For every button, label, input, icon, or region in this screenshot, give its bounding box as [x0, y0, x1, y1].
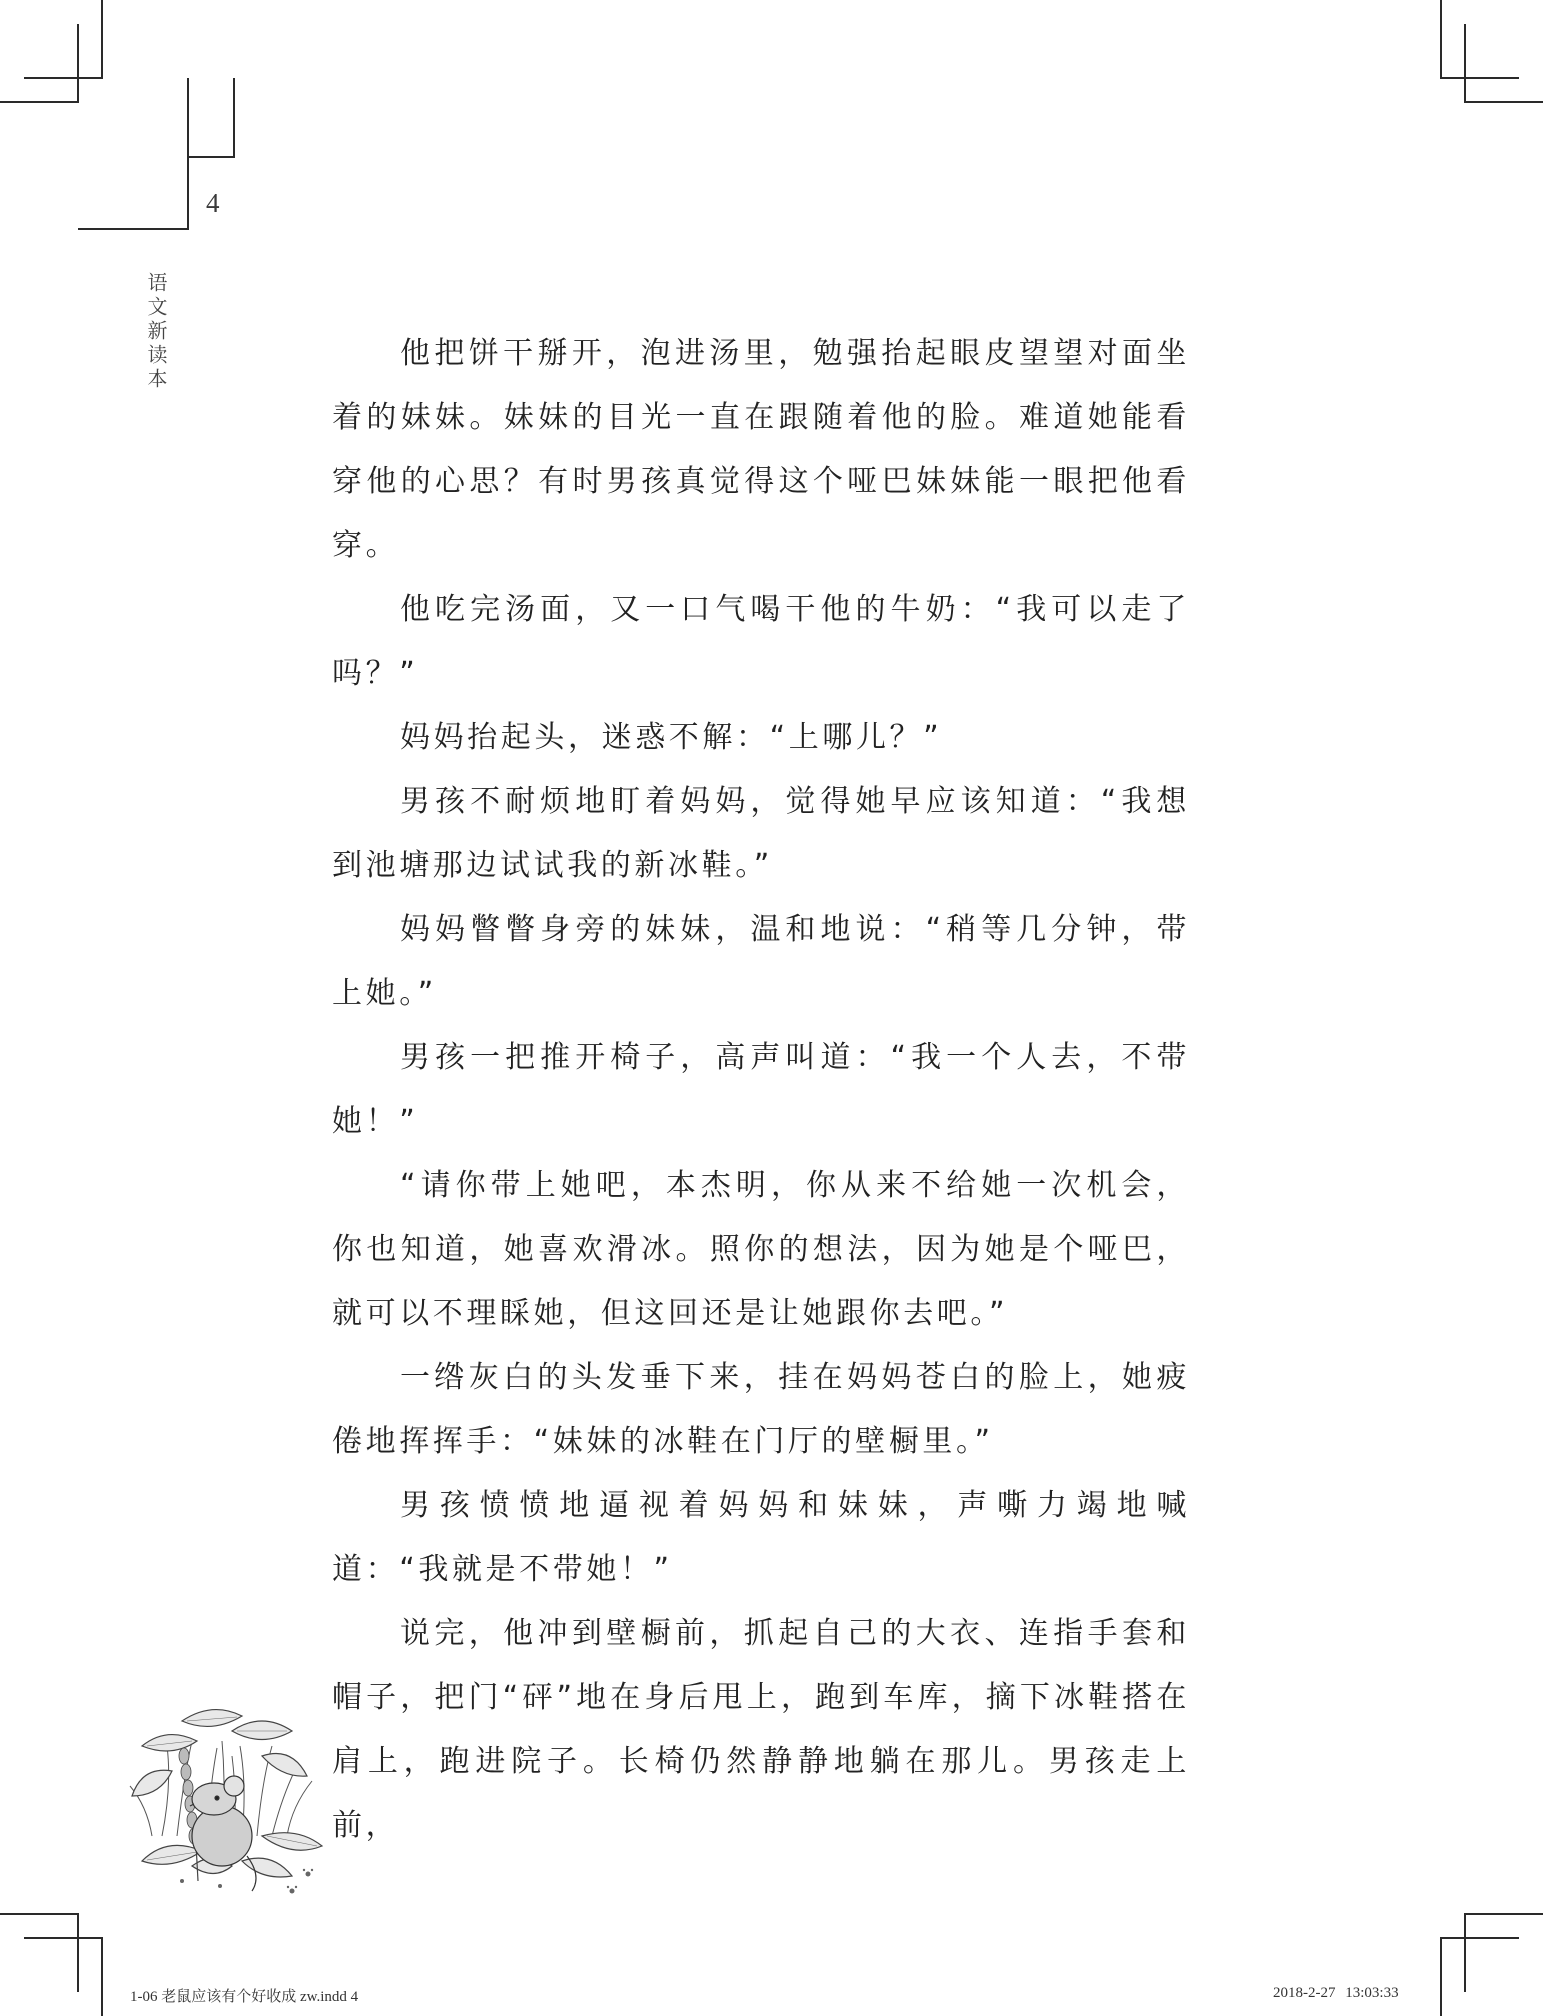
crop-mark: [24, 1937, 103, 1939]
crop-mark: [1464, 101, 1543, 103]
crop-mark: [1440, 77, 1519, 79]
corner-mark: [78, 228, 189, 230]
running-title: 语文新读本: [144, 272, 168, 392]
crop-mark: [1440, 0, 1442, 79]
paragraph: 男孩不耐烦地盯着妈妈，觉得她早应该知道：“我想到池塘那边试试我的新冰鞋。”: [332, 784, 1190, 883]
paragraph: 妈妈瞥瞥身旁的妹妹，温和地说：“稍等几分钟，带上她。”: [332, 912, 1190, 1011]
paragraph: 男孩愤愤地逼视着妈妈和妹妹，声嘶力竭地喊道：“我就是不带她！”: [332, 1488, 1190, 1587]
paragraph: 他吃完汤面，又一口气喝干他的牛奶：“我可以走了吗？”: [332, 592, 1190, 691]
footer-timestamp: 2018-2-27 13:03:33: [1273, 1985, 1399, 2001]
crop-mark: [1464, 24, 1466, 103]
body-text: [332, 322, 1190, 1858]
crop-mark: [1464, 1913, 1543, 1915]
corner-mark: [187, 78, 189, 229]
crop-mark: [1464, 1913, 1466, 1992]
paragraph: “请你带上她吧，本杰明，你从来不给她一次机会，你也知道，她喜欢滑冰。照你的想法，因为她是个哑巴，就可以不理睬她，但这回还是让她跟你去吧。”: [332, 1168, 1190, 1331]
paragraph: 男孩一把推开椅子，高声叫道：“我一个人去，不带她！”: [332, 1040, 1190, 1139]
crop-mark: [101, 1937, 103, 2016]
crop-mark: [1440, 1937, 1519, 1939]
footer-file-info: 1-06 老鼠应该有个好收成 zw.indd 4: [130, 1989, 359, 2005]
paragraph: 妈妈抬起头，迷惑不解：“上哪儿？”: [400, 720, 943, 755]
corner-mark: [188, 156, 235, 158]
paragraph: 一绺灰白的头发垂下来，挂在妈妈苍白的脸上，她疲倦地挥挥手：“妹妹的冰鞋在门厅的壁橱里。”: [332, 1360, 1190, 1459]
crop-mark: [0, 1913, 79, 1915]
crop-mark: [0, 101, 79, 103]
paragraph: 他把饼干掰开，泡进汤里，勉强抬起眼皮望望对面坐着的妹妹。妹妹的目光一直在跟随着他的脸。难道她能看穿他的心思？有时男孩真觉得这个哑巴妹妹能一眼把他看穿。: [332, 336, 1190, 563]
corner-mark: [233, 78, 235, 158]
crop-mark: [101, 0, 103, 79]
crop-mark: [24, 77, 103, 79]
crop-mark: [1440, 1937, 1442, 2016]
mouse-in-leaves-illustration: [122, 1686, 338, 1898]
page-number: 4: [206, 188, 220, 218]
paragraph: 说完，他冲到壁橱前，抓起自己的大衣、连指手套和帽子，把门“砰”地在身后甩上，跑到车库，摘下冰鞋搭在肩上，跑进院子。长椅仍然静静地躺在那儿。男孩走上前，: [332, 1616, 1190, 1843]
crop-mark: [77, 1913, 79, 1992]
crop-mark: [77, 24, 79, 103]
